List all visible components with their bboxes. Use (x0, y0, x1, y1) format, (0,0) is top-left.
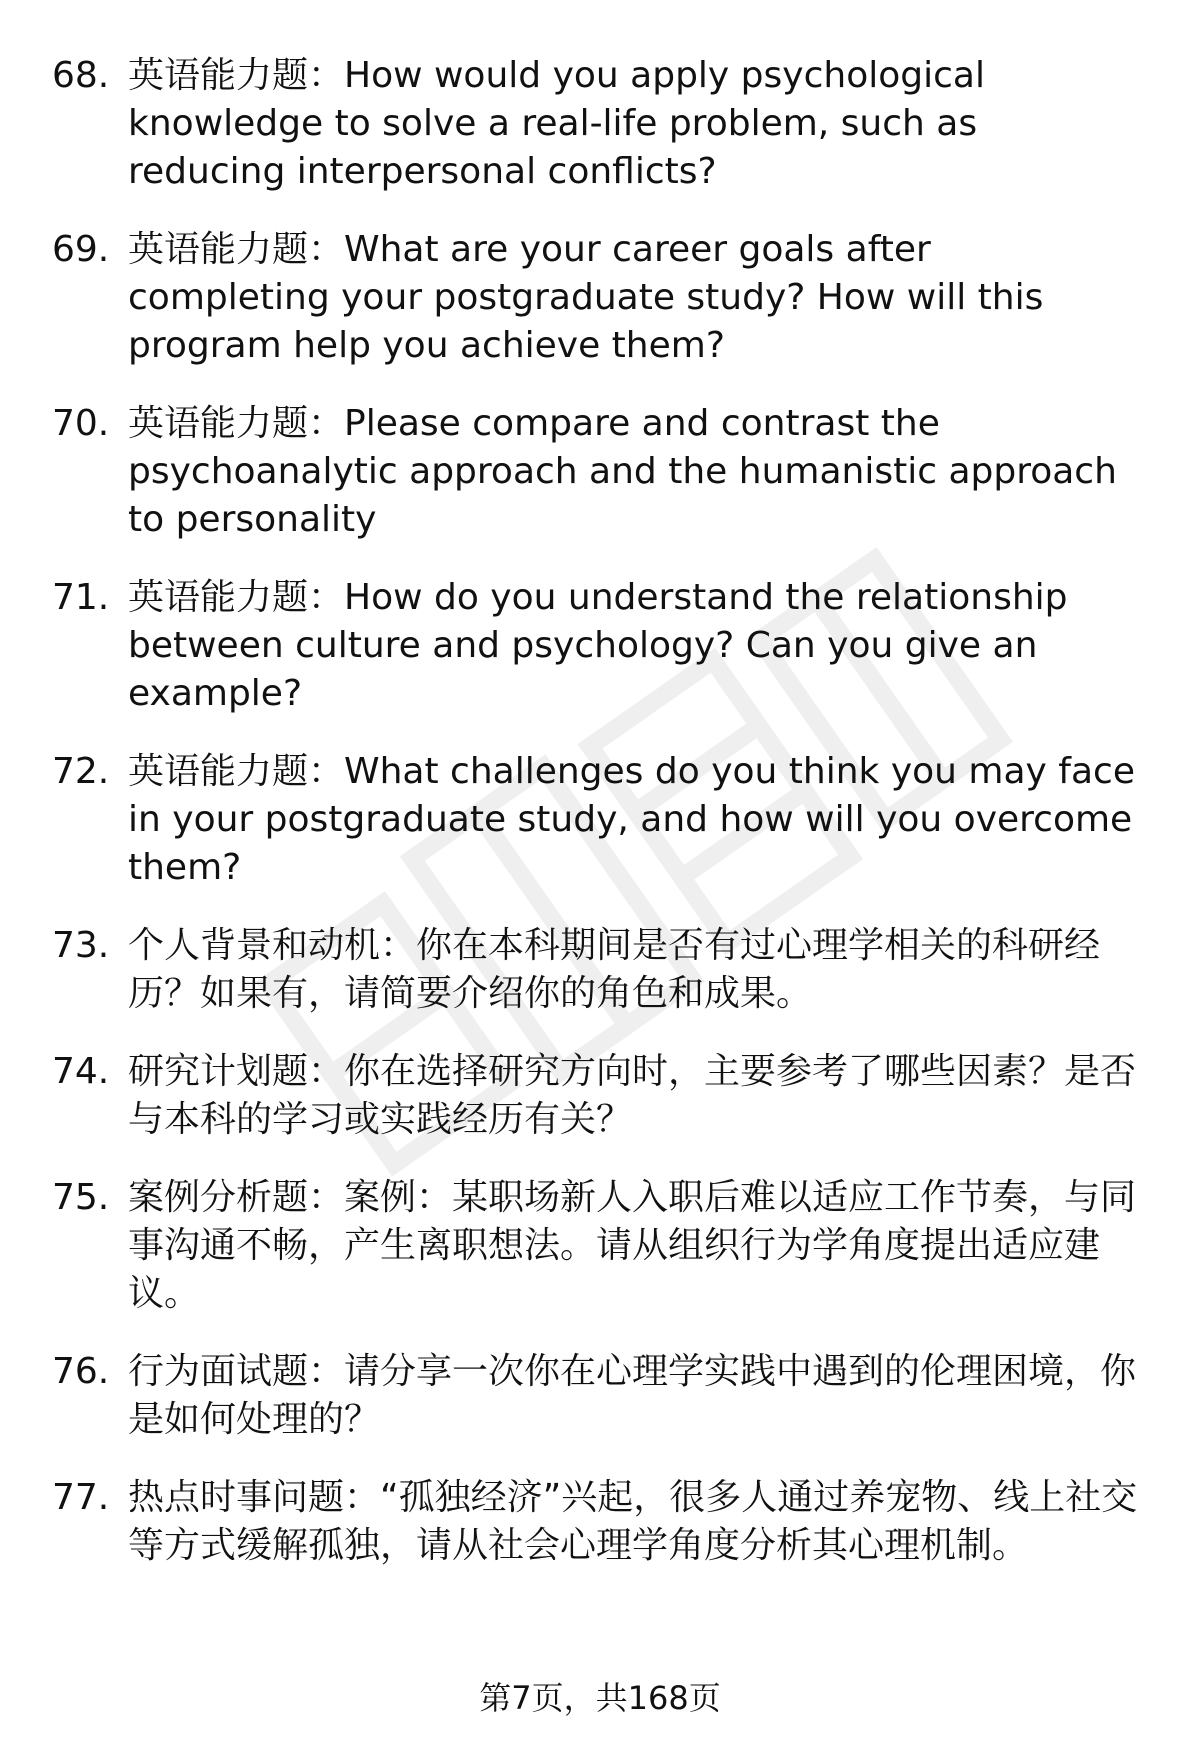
question-item (0, 400, 1200, 544)
question-number: 68. (52, 55, 110, 96)
question-number: 70. (52, 403, 110, 444)
question-text: 行为面试题：请分享一次你在心理学实践中遇到的伦理困境，你是如何处理的？ (128, 1351, 1137, 1440)
question-text: 英语能力题：How do you understand the relationship between culture and psychology? Can you give an example? (128, 577, 1068, 714)
question-number: 72. (52, 751, 110, 792)
question-item (0, 1474, 1200, 1570)
question-text: 案例分析题：案例：某职场新人入职后难以适应工作节奏，与同事沟通不畅，产生离职想法。请从组织行为学角度提出适应建议。 (128, 1177, 1137, 1314)
question-text: 热点时事问题：“孤独经济”兴起，很多人通过养宠物、线上社交等方式缓解孤独，请从社会心理学角度分析其心理机制。 (128, 1477, 1138, 1566)
question-item (0, 574, 1200, 718)
question-text: 研究计划题：你在选择研究方向时，主要参考了哪些因素？是否与本科的学习或实践经历有关？ (128, 1051, 1137, 1140)
question-text: 英语能力题：What are your career goals after completing your postgraduate study? How will this program help you achieve them? (128, 229, 1044, 366)
question-item (0, 52, 1200, 196)
question-item (0, 226, 1200, 370)
question-item (0, 922, 1200, 1018)
question-number: 73. (52, 925, 110, 966)
question-text: 英语能力题：How would you apply psychological knowledge to solve a real-life problem, such as reducing interpersonal conflicts? (128, 55, 985, 192)
question-item (0, 1348, 1200, 1444)
page-footer: 第7页，共168页 (479, 1679, 721, 1717)
question-number: 69. (52, 229, 110, 270)
question-list (0, 52, 1200, 1600)
question-text: 个人背景和动机：你在本科期间是否有过心理学相关的科研经历？如果有，请简要介绍你的角色和成果。 (128, 925, 1101, 1014)
question-item (0, 748, 1200, 892)
question-text: 英语能力题：What challenges do you think you may face in your postgraduate study, and how will you overcome them? (128, 751, 1135, 888)
question-item (0, 1048, 1200, 1144)
question-number: 77. (52, 1477, 110, 1518)
question-number: 74. (52, 1051, 110, 1092)
question-text: 英语能力题：Please compare and contrast the psychoanalytic approach and the humanistic approach to personality (128, 403, 1117, 540)
question-number: 71. (52, 577, 110, 618)
question-number: 75. (52, 1177, 110, 1218)
question-item (0, 1174, 1200, 1318)
question-number: 76. (52, 1351, 110, 1392)
